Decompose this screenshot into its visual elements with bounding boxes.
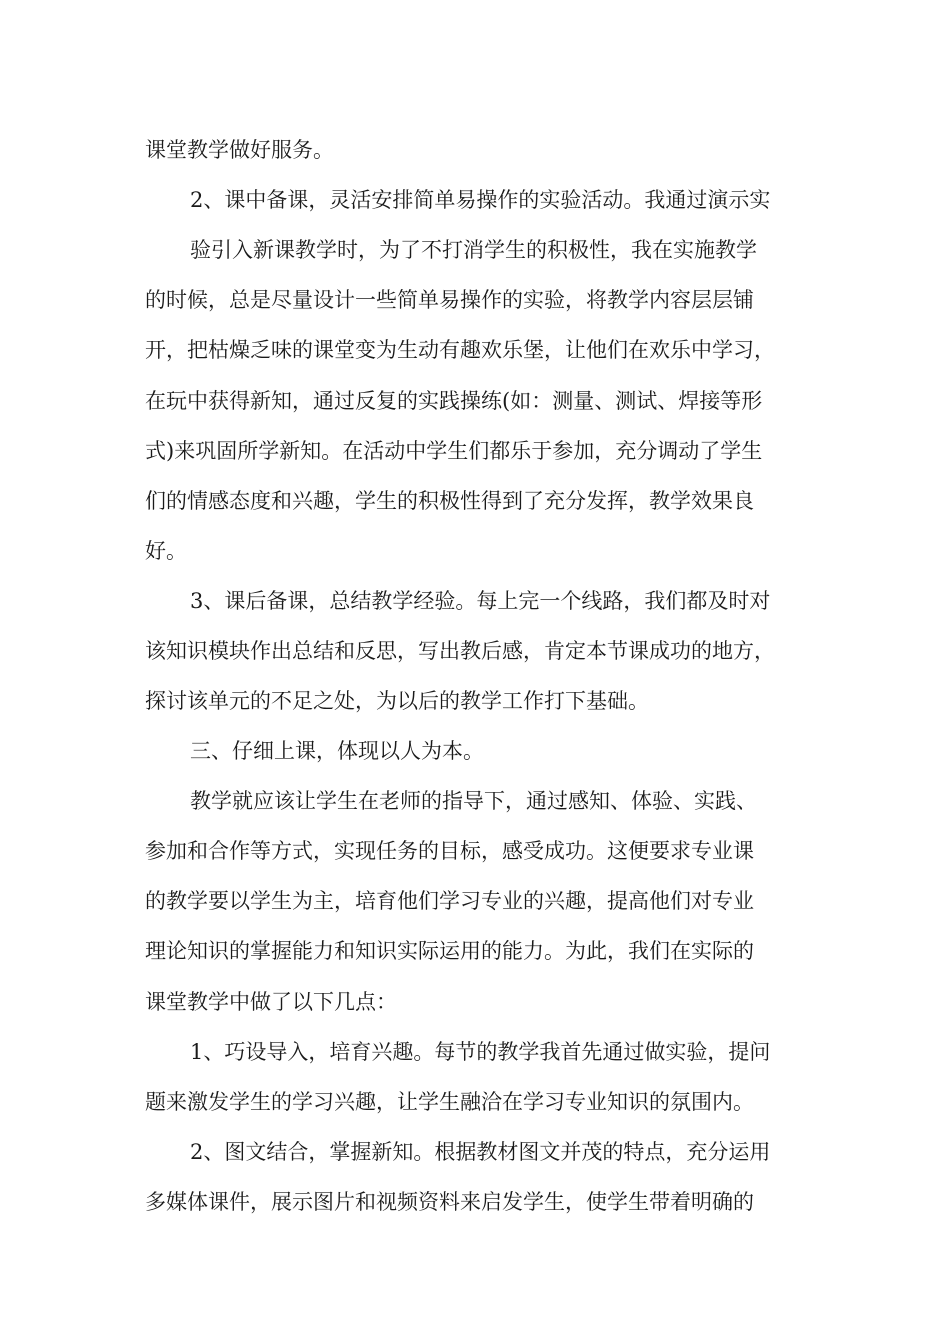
text-line: 开，把枯燥乏味的课堂变为生动有趣欢乐堡，让他们在欢乐中学习， xyxy=(145,338,775,362)
text-line: 验引入新课教学时，为了不打消学生的积极性，我在实施教学 xyxy=(190,238,757,262)
text-line: 2、课中备课，灵活安排简单易操作的实验活动。我通过演示实 xyxy=(190,188,771,212)
text-line: 课堂教学中做了以下几点： xyxy=(145,990,397,1014)
text-line: 三、仔细上课，体现以人为本。 xyxy=(190,739,484,763)
text-line: 们的情感态度和兴趣，学生的积极性得到了充分发挥，教学效果良 xyxy=(145,489,754,513)
text-line: 的教学要以学生为主，培育他们学习专业的兴趣，提高他们对专业 xyxy=(145,889,754,913)
text-line: 1、巧设导入，培育兴趣。每节的教学我首先通过做实验，提问 xyxy=(190,1040,771,1064)
text-line: 该知识模块作出总结和反思，写出教后感，肯定本节课成功的地方， xyxy=(145,639,775,663)
text-line: 教学就应该让学生在老师的指导下，通过感知、体验、实践、 xyxy=(190,789,757,813)
text-line: 课堂教学做好服务。 xyxy=(145,138,334,162)
text-line: 在玩中获得新知，通过反复的实践操练(如：测量、测试、焊接等形 xyxy=(145,389,763,413)
text-line: 理论知识的掌握能力和知识实际运用的能力。为此，我们在实际的 xyxy=(145,939,754,963)
text-line: 参加和合作等方式，实现任务的目标，感受成功。这便要求专业课 xyxy=(145,839,754,863)
text-line: 2、图文结合，掌握新知。根据教材图文并茂的特点，充分运用 xyxy=(190,1140,771,1164)
text-line: 的时候，总是尽量设计一些简单易操作的实验，将教学内容层层铺 xyxy=(145,288,754,312)
text-line: 3、课后备课，总结教学经验。每上完一个线路，我们都及时对 xyxy=(190,589,771,613)
text-line: 式)来巩固所学新知。在活动中学生们都乐于参加，充分调动了学生 xyxy=(145,439,763,463)
text-line: 好。 xyxy=(145,539,187,563)
text-line: 多媒体课件，展示图片和视频资料来启发学生，使学生带着明确的 xyxy=(145,1190,754,1214)
text-line: 题来激发学生的学习兴趣，让学生融洽在学习专业知识的氛围内。 xyxy=(145,1090,754,1114)
text-line: 探讨该单元的不足之处，为以后的教学工作打下基础。 xyxy=(145,689,649,713)
